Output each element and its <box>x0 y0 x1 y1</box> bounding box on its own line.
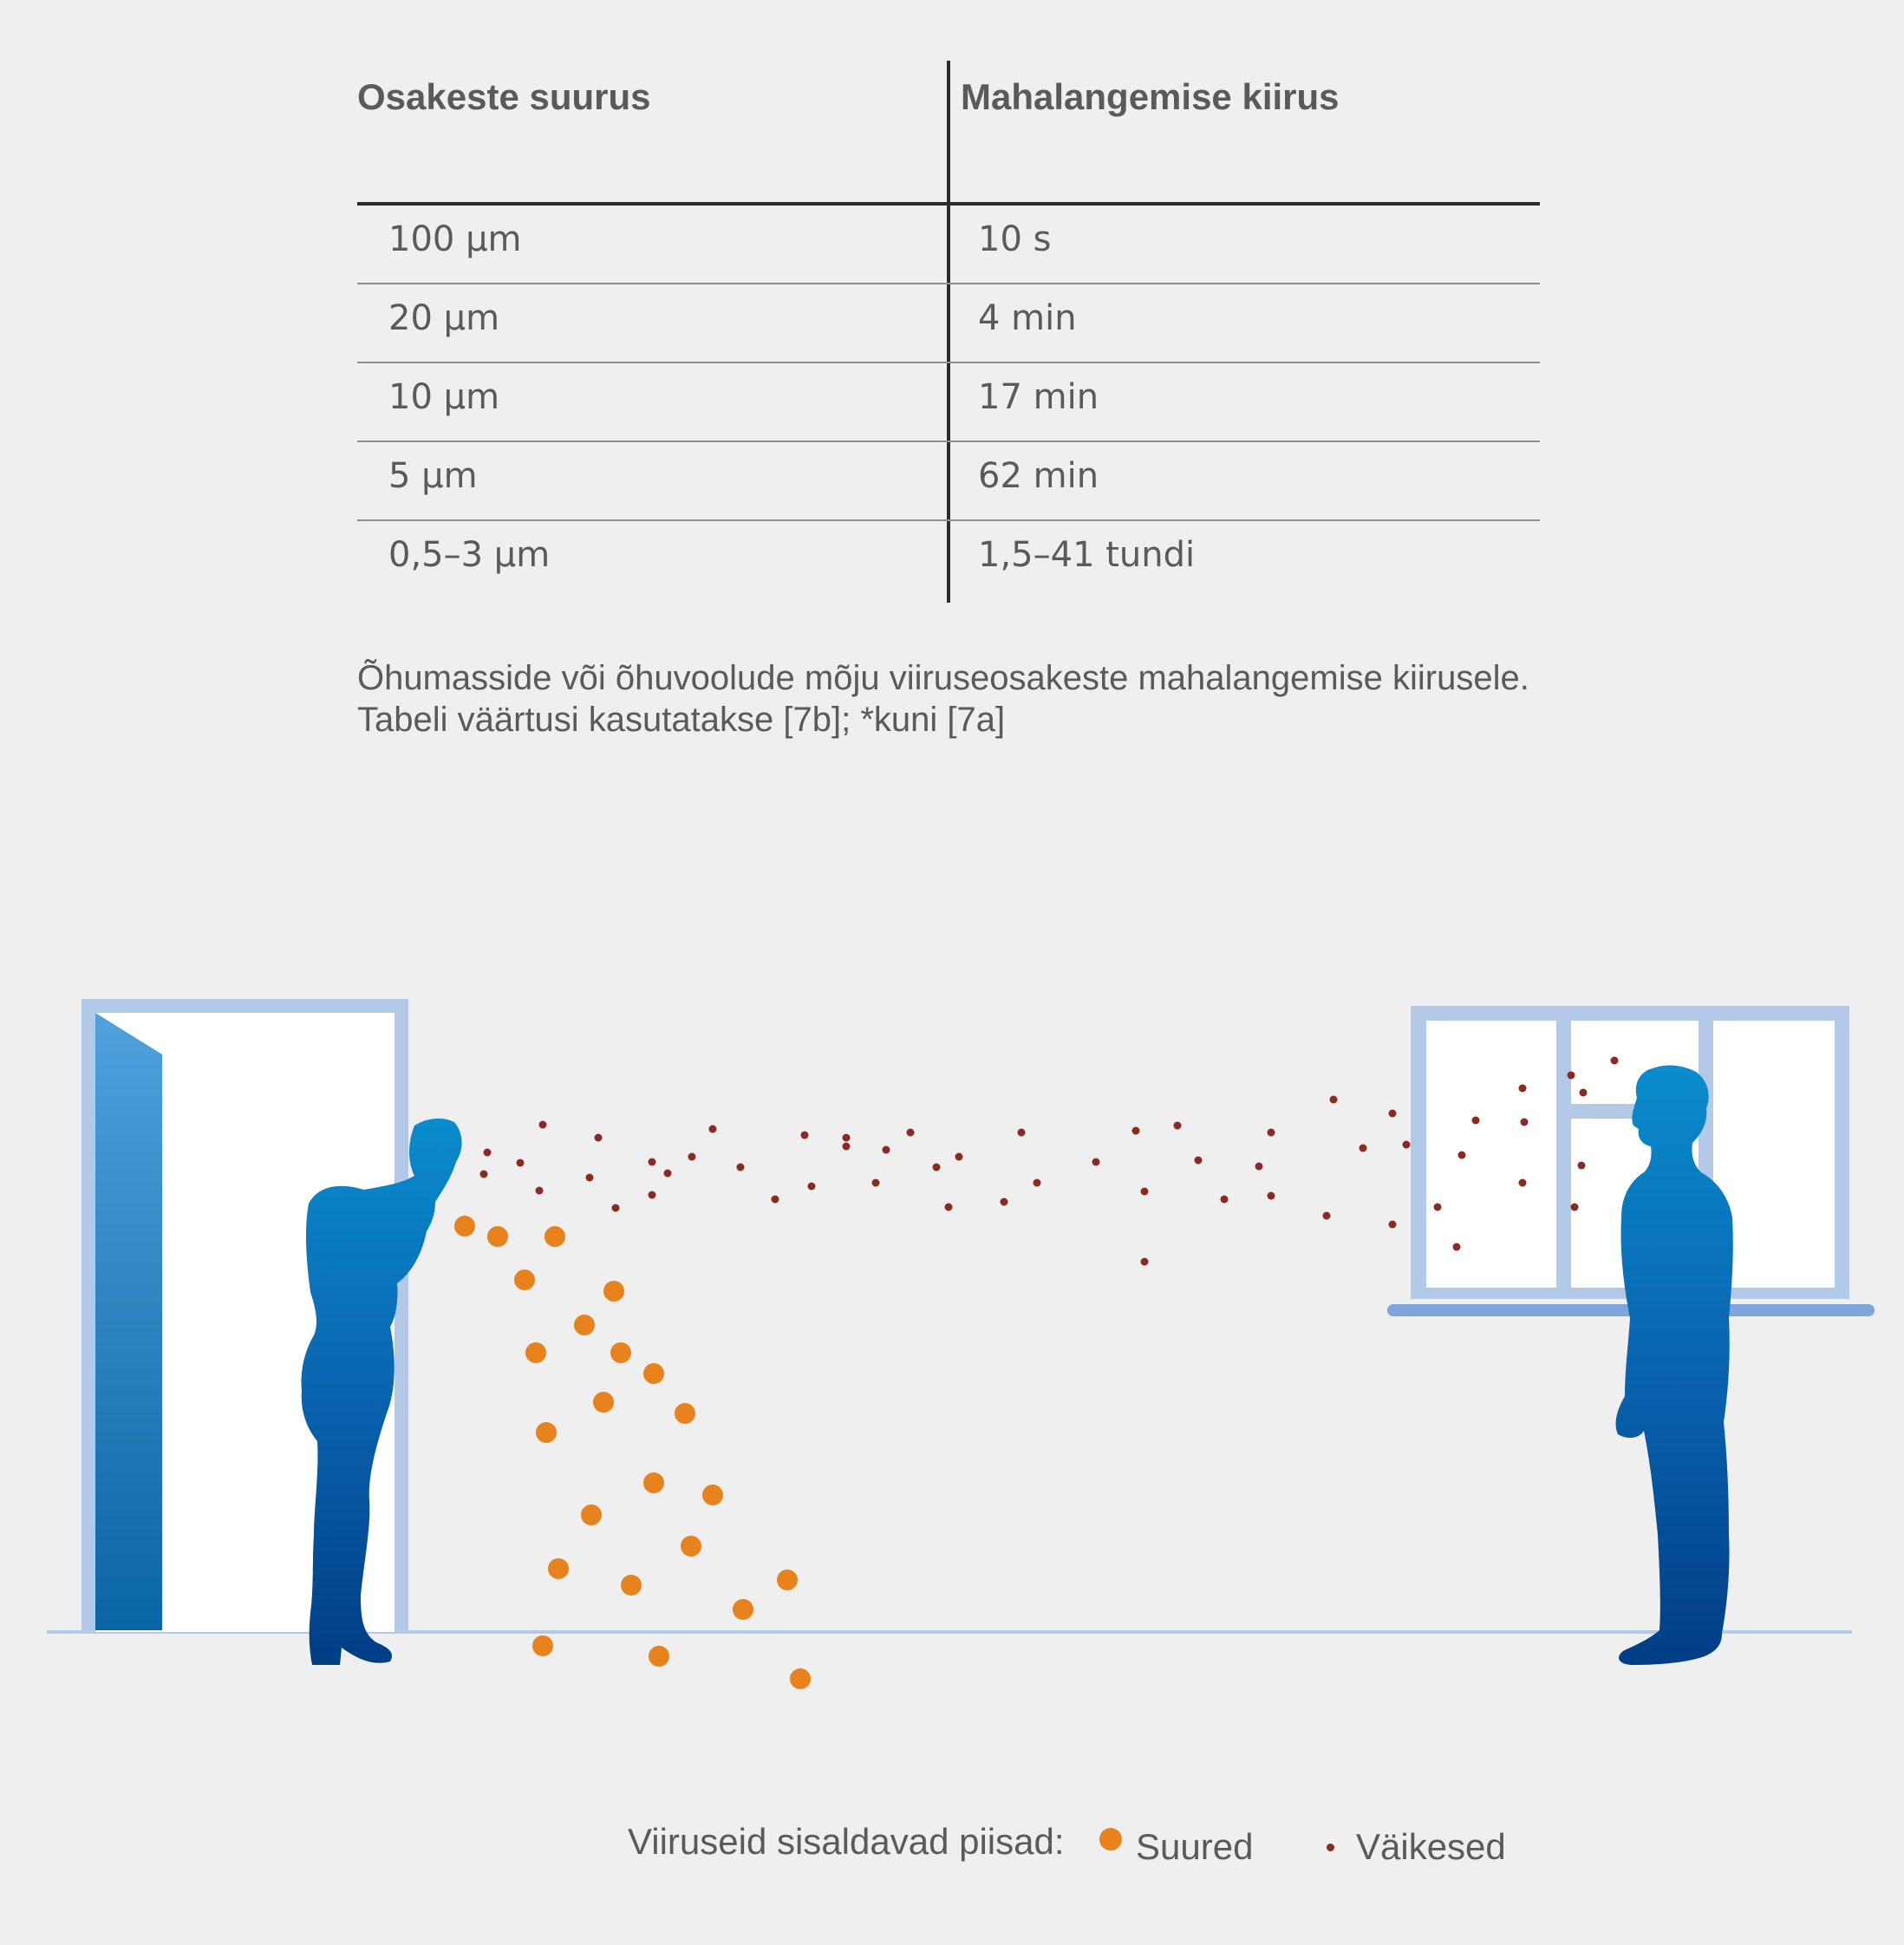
small-droplet <box>612 1204 620 1212</box>
small-droplet <box>595 1134 603 1142</box>
small-droplet <box>664 1170 672 1178</box>
large-droplet <box>581 1504 602 1525</box>
table-header-size: Osakeste suurus <box>357 76 651 117</box>
large-droplets <box>454 1216 811 1689</box>
small-droplet <box>688 1153 696 1161</box>
large-droplet <box>454 1216 475 1237</box>
row-size: 100 µm <box>388 219 522 259</box>
row-speed: 10 s <box>978 219 1052 259</box>
small-droplet <box>539 1121 547 1129</box>
small-droplet <box>1092 1159 1100 1166</box>
open-door-panel <box>95 1013 162 1630</box>
large-droplet <box>574 1315 595 1335</box>
small-droplet <box>1472 1117 1480 1125</box>
caption-line-1: Õhumasside või õhuvoolude mõju viiruseosakeste mahalangemise kiirusele. <box>357 659 1529 697</box>
row-size: 20 µm <box>388 298 500 338</box>
small-droplet <box>907 1129 915 1137</box>
small-droplet <box>1571 1204 1579 1211</box>
large-droplet <box>790 1668 811 1689</box>
small-droplet <box>1330 1096 1338 1104</box>
large-droplet <box>643 1472 664 1493</box>
small-droplet <box>480 1171 488 1178</box>
small-droplet <box>1360 1145 1367 1152</box>
small-droplet <box>517 1159 525 1167</box>
large-droplet <box>525 1342 546 1363</box>
small-droplet <box>1519 1085 1527 1093</box>
small-droplet <box>1458 1152 1466 1159</box>
small-droplet <box>843 1134 851 1142</box>
large-droplet <box>643 1363 664 1384</box>
small-droplet <box>484 1149 492 1157</box>
large-droplet <box>544 1226 565 1247</box>
small-droplet <box>1389 1221 1397 1229</box>
row-speed: 4 min <box>978 298 1077 338</box>
small-droplet <box>1174 1122 1182 1130</box>
small-droplet <box>1521 1119 1529 1126</box>
small-droplet <box>1195 1157 1203 1165</box>
row-speed: 1,5–41 tundi <box>978 535 1196 575</box>
large-droplet <box>532 1635 553 1656</box>
small-droplet <box>945 1204 953 1211</box>
large-droplet <box>514 1269 535 1290</box>
legend-large-label: Suured <box>1136 1826 1254 1867</box>
small-droplet <box>883 1146 890 1154</box>
small-droplet <box>1611 1057 1619 1065</box>
row-size: 10 µm <box>388 377 500 417</box>
caption-line-2: Tabeli väärtusi kasutatakse [7b]; *kuni [7a] <box>357 701 1006 739</box>
small-droplet <box>536 1187 544 1195</box>
small-droplet <box>1434 1204 1442 1211</box>
small-droplet <box>1268 1192 1275 1200</box>
large-droplet <box>487 1226 508 1247</box>
small-droplet <box>1453 1243 1461 1251</box>
small-droplet <box>801 1132 809 1139</box>
small-droplet <box>586 1174 594 1182</box>
small-droplet <box>737 1164 745 1172</box>
large-droplet <box>593 1392 614 1413</box>
small-droplet <box>808 1183 816 1191</box>
small-droplet <box>649 1191 656 1199</box>
large-droplet <box>621 1575 642 1596</box>
small-droplet <box>843 1143 851 1151</box>
small-droplet <box>1132 1127 1140 1135</box>
small-droplet <box>772 1196 779 1204</box>
small-droplet <box>1001 1198 1008 1206</box>
small-droplet <box>872 1179 880 1187</box>
small-droplet <box>1268 1129 1275 1137</box>
small-droplet <box>1568 1072 1575 1080</box>
legend-small-droplet-marker <box>1327 1844 1334 1851</box>
large-droplet <box>649 1646 669 1667</box>
small-droplet <box>1255 1163 1263 1171</box>
legend-large-droplet-marker <box>1099 1828 1122 1850</box>
small-droplet <box>1389 1110 1397 1118</box>
small-droplet <box>1221 1196 1229 1204</box>
small-droplet <box>1578 1162 1586 1170</box>
row-size: 5 µm <box>388 456 478 496</box>
large-droplet <box>675 1403 695 1424</box>
large-droplet <box>603 1281 624 1302</box>
row-speed: 62 min <box>978 456 1099 496</box>
legend-small-label: Väikesed <box>1356 1826 1506 1867</box>
small-droplet <box>709 1126 717 1133</box>
large-droplet <box>733 1599 753 1620</box>
row-speed: 17 min <box>978 377 1099 417</box>
large-droplet <box>536 1422 557 1443</box>
small-droplet <box>1580 1089 1588 1097</box>
small-droplet <box>1323 1212 1331 1220</box>
small-droplet <box>1018 1129 1026 1137</box>
row-size: 0,5–3 µm <box>388 535 551 575</box>
legend-title: Viiruseid sisaldavad piisad: <box>628 1821 1065 1862</box>
small-droplet <box>1519 1179 1527 1187</box>
large-droplet <box>610 1342 631 1363</box>
large-droplet <box>702 1485 723 1505</box>
small-droplet <box>1141 1258 1149 1266</box>
small-droplet <box>1141 1188 1149 1196</box>
large-droplet <box>777 1570 798 1590</box>
small-droplet <box>955 1153 963 1161</box>
large-droplet <box>548 1558 569 1579</box>
small-droplet <box>1034 1179 1041 1187</box>
small-droplet <box>1403 1141 1411 1149</box>
table-header-speed: Mahalangemise kiirus <box>961 76 1340 117</box>
small-droplet <box>933 1164 941 1172</box>
small-droplet <box>649 1159 656 1166</box>
large-droplet <box>681 1536 701 1557</box>
